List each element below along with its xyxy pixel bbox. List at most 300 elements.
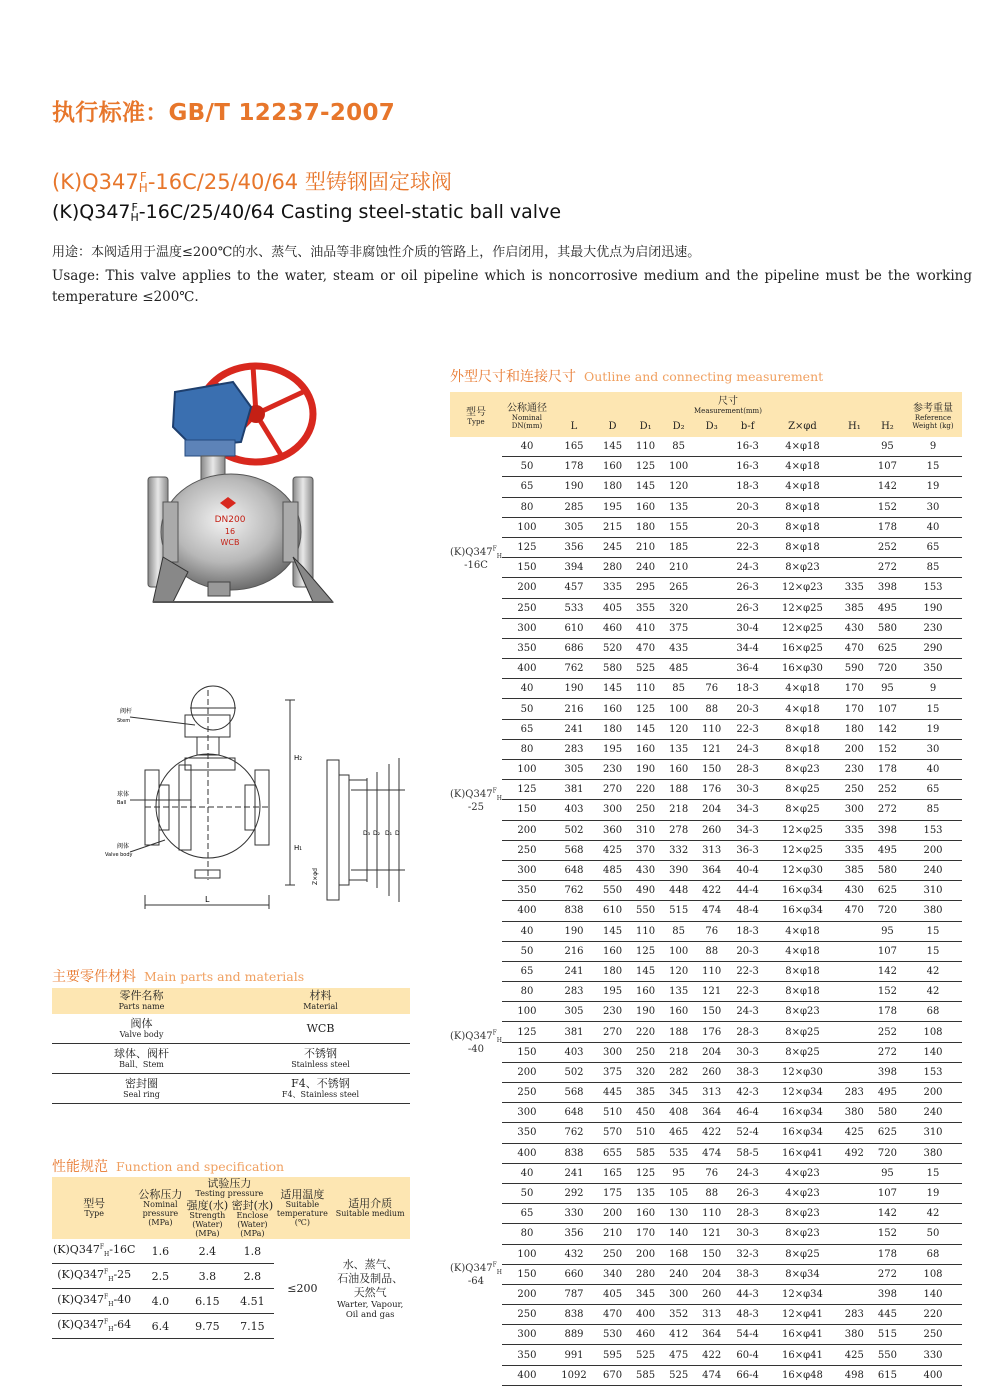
table-cell: 165 — [596, 1163, 629, 1183]
table-cell: 8×φ18 — [767, 719, 838, 739]
function-enclose: 7.15 — [230, 1314, 274, 1339]
table-cell: 190 — [552, 477, 596, 497]
table-cell: 24-3 — [728, 739, 767, 759]
table-cell: 8×φ18 — [767, 739, 838, 759]
table-cell — [695, 598, 728, 618]
table-cell: 142 — [871, 719, 904, 739]
table-cell: 65 — [502, 961, 552, 981]
table-cell: 280 — [629, 1264, 662, 1284]
valve-photo — [133, 352, 351, 614]
table-cell: 230 — [904, 618, 962, 638]
outline-section-title — [450, 366, 823, 386]
table-cell: 204 — [695, 1264, 728, 1284]
table-cell: 335 — [596, 578, 629, 598]
table-cell: 12×φ25 — [767, 820, 838, 840]
table-cell: 485 — [596, 860, 629, 880]
table-cell: 178 — [871, 1244, 904, 1264]
table-cell: 320 — [629, 1062, 662, 1082]
table-cell: 270 — [596, 1022, 629, 1042]
table-cell: 398 — [871, 578, 904, 598]
table-cell: 405 — [596, 598, 629, 618]
table-row — [52, 1074, 410, 1104]
table-cell: 125 — [502, 537, 552, 557]
table-cell: 80 — [502, 982, 552, 1002]
table-cell: 686 — [552, 638, 596, 658]
table-cell: 16×φ34 — [767, 881, 838, 901]
table-cell: 550 — [596, 881, 629, 901]
table-cell: 425 — [596, 840, 629, 860]
table-cell: 60-4 — [728, 1345, 767, 1365]
table-row — [450, 941, 962, 961]
table-cell: 204 — [695, 1042, 728, 1062]
table-cell: 95 — [871, 679, 904, 699]
table-cell: 381 — [552, 1022, 596, 1042]
table-row — [450, 961, 962, 981]
table-cell: 408 — [662, 1103, 695, 1123]
table-cell: 615 — [871, 1365, 904, 1385]
table-cell: 4×φ18 — [767, 699, 838, 719]
table-cell — [695, 437, 728, 457]
table-cell: 625 — [871, 1123, 904, 1143]
table-cell: 470 — [629, 638, 662, 658]
table-cell: 150 — [695, 1002, 728, 1022]
drawing-dim-h1: H₁ — [294, 844, 303, 852]
table-cell: 570 — [596, 1123, 629, 1143]
table-cell: 110 — [695, 1204, 728, 1224]
table-cell: 250 — [838, 780, 871, 800]
col-weight: 参考重量 Reference Weight (kg) — [904, 392, 962, 437]
table-cell: 218 — [662, 1042, 695, 1062]
table-cell: 12×φ34 — [767, 1083, 838, 1103]
table-cell: 42 — [904, 961, 962, 981]
table-row — [52, 1239, 410, 1264]
table-cell: 12×φ34 — [767, 1284, 838, 1304]
table-cell: 40 — [904, 517, 962, 537]
table-cell: 515 — [871, 1325, 904, 1345]
table-cell: 448 — [662, 881, 695, 901]
table-cell: 210 — [596, 1224, 629, 1244]
table-cell: 216 — [552, 699, 596, 719]
table-cell: 4×φ18 — [767, 437, 838, 457]
table-cell: 30 — [904, 497, 962, 517]
table-cell: 190 — [552, 679, 596, 699]
table-cell: 16×φ30 — [767, 659, 838, 679]
table-cell: 502 — [552, 1062, 596, 1082]
table-row — [450, 860, 962, 880]
materials-title-en: Main parts and materials — [144, 969, 305, 984]
table-row — [450, 1143, 962, 1163]
table-cell: 310 — [904, 881, 962, 901]
table-row — [450, 699, 962, 719]
table-cell: 180 — [629, 517, 662, 537]
table-cell: 160 — [596, 699, 629, 719]
table-cell: 245 — [596, 537, 629, 557]
table-row — [450, 517, 962, 537]
title-en-suffix-fh: F H — [130, 200, 139, 224]
table-cell: 24-3 — [728, 1002, 767, 1022]
table-cell: 176 — [695, 1022, 728, 1042]
table-cell: 260 — [695, 1284, 728, 1304]
table-cell — [695, 537, 728, 557]
table-cell — [838, 517, 871, 537]
table-cell: 66-4 — [728, 1365, 767, 1385]
table-row — [450, 921, 962, 941]
table-cell: 8×φ23 — [767, 558, 838, 578]
table-cell: 356 — [552, 537, 596, 557]
table-cell: 370 — [629, 840, 662, 860]
table-cell: 168 — [662, 1244, 695, 1264]
table-cell: 48-4 — [728, 901, 767, 921]
table-cell: 272 — [871, 558, 904, 578]
table-cell: 403 — [552, 1042, 596, 1062]
table-cell — [838, 477, 871, 497]
table-cell: 121 — [695, 982, 728, 1002]
col-dn: 公称通径 Nominal DN(mm) — [502, 392, 552, 437]
table-cell: 470 — [596, 1305, 629, 1325]
table-cell: 152 — [871, 982, 904, 1002]
table-cell: 153 — [904, 578, 962, 598]
table-cell: 241 — [552, 961, 596, 981]
table-cell: 412 — [662, 1325, 695, 1345]
table-cell: 19 — [904, 719, 962, 739]
table-cell: 95 — [871, 921, 904, 941]
table-cell: 250 — [502, 840, 552, 860]
table-cell: 340 — [596, 1264, 629, 1284]
table-cell: 364 — [695, 1103, 728, 1123]
title-cn-rest: -16C/25/40/64 型铸钢固定球阀 — [147, 170, 452, 194]
table-cell: 474 — [695, 1365, 728, 1385]
table-cell: 20-3 — [728, 497, 767, 517]
table-cell: 720 — [871, 1143, 904, 1163]
table-cell: 121 — [695, 1224, 728, 1244]
table-cell: 510 — [629, 1123, 662, 1143]
table-cell: 8×φ18 — [767, 497, 838, 517]
table-cell: 8×φ25 — [767, 800, 838, 820]
table-cell: 475 — [662, 1345, 695, 1365]
material-value: F4、不锈钢 F4、Stainless steel — [231, 1074, 410, 1104]
table-cell: 550 — [629, 901, 662, 921]
table-cell: 252 — [871, 780, 904, 800]
col-2: D₁ — [629, 415, 662, 437]
table-cell: 152 — [871, 1224, 904, 1244]
table-row — [450, 537, 962, 557]
table-cell: 26-3 — [728, 598, 767, 618]
table-cell: 9 — [904, 437, 962, 457]
table-cell: 68 — [904, 1002, 962, 1022]
table-cell: 180 — [596, 961, 629, 981]
photo-mark-dn: DN200 — [214, 515, 246, 525]
table-cell: 260 — [695, 820, 728, 840]
table-cell: 190 — [904, 598, 962, 618]
table-cell: 285 — [552, 497, 596, 517]
function-enclose: 1.8 — [230, 1239, 274, 1264]
table-cell: 160 — [629, 1204, 662, 1224]
materials-section-title — [52, 966, 304, 986]
table-cell: 313 — [695, 840, 728, 860]
table-cell: 145 — [629, 719, 662, 739]
function-type: $(K)Q347^F_H-40$ — [52, 1289, 136, 1314]
table-cell: 210 — [629, 537, 662, 557]
table-cell: 125 — [629, 1163, 662, 1183]
function-col-testing: 试验压力 Testing pressure — [184, 1177, 274, 1199]
table-cell: 76 — [695, 679, 728, 699]
table-cell: 200 — [502, 820, 552, 840]
table-cell — [838, 982, 871, 1002]
table-cell: 88 — [695, 941, 728, 961]
table-cell: 150 — [502, 1042, 552, 1062]
table-cell: 350 — [502, 638, 552, 658]
table-cell: 498 — [838, 1365, 871, 1385]
table-cell: 305 — [552, 517, 596, 537]
table-cell: 42 — [904, 982, 962, 1002]
table-row — [450, 1163, 962, 1183]
table-cell: 175 — [596, 1183, 629, 1203]
table-cell: 670 — [596, 1365, 629, 1385]
drawing-label-stem-cn: 阀杆 — [120, 708, 133, 715]
table-cell: 250 — [596, 1244, 629, 1264]
table-cell — [695, 477, 728, 497]
material-part: 球体、阀杆 Ball、Stem — [52, 1044, 231, 1074]
table-cell: 375 — [662, 618, 695, 638]
table-cell: 252 — [871, 1022, 904, 1042]
function-type: $(K)Q347^F_H-16C$ — [52, 1239, 136, 1264]
table-cell — [838, 437, 871, 457]
table-cell: 50 — [904, 1224, 962, 1244]
table-cell: 34-4 — [728, 638, 767, 658]
drawing-dim-h2: H₂ — [294, 754, 303, 762]
table-cell: 625 — [871, 881, 904, 901]
table-cell: 200 — [502, 1284, 552, 1304]
table-cell: 430 — [838, 881, 871, 901]
table-cell: 125 — [629, 941, 662, 961]
table-cell: 280 — [596, 558, 629, 578]
group-type: $(K)Q347^F_H$ -16C — [450, 545, 502, 571]
table-row — [450, 1002, 962, 1022]
table-cell: 142 — [871, 961, 904, 981]
table-cell — [838, 1022, 871, 1042]
table-cell: 105 — [662, 1183, 695, 1203]
table-cell: 335 — [838, 820, 871, 840]
table-cell — [838, 1042, 871, 1062]
table-cell: 283 — [552, 982, 596, 1002]
table-cell: 120 — [662, 477, 695, 497]
table-row — [52, 1014, 410, 1044]
table-cell: 400 — [502, 1143, 552, 1163]
table-cell: 380 — [904, 1143, 962, 1163]
col-7: H₁ — [838, 415, 871, 437]
table-cell: 502 — [552, 820, 596, 840]
table-cell: 88 — [695, 699, 728, 719]
table-cell: 272 — [871, 1264, 904, 1284]
table-cell: 50 — [502, 941, 552, 961]
table-cell: 100 — [502, 1002, 552, 1022]
table-cell: 403 — [552, 800, 596, 820]
function-col-enclose: 密封(水) Enclose (Water) (MPa) — [231, 1199, 274, 1238]
function-enclose: 2.8 — [230, 1264, 274, 1289]
table-row — [450, 1183, 962, 1203]
table-cell — [838, 1244, 871, 1264]
function-np: 1.6 — [136, 1239, 184, 1264]
table-cell: 30 — [904, 739, 962, 759]
table-cell: 625 — [871, 638, 904, 658]
table-row — [450, 618, 962, 638]
table-cell: 350 — [904, 659, 962, 679]
table-cell: 36-4 — [728, 659, 767, 679]
table-row — [450, 659, 962, 679]
table-cell: 356 — [552, 1224, 596, 1244]
function-col-strength: 强度(水) Strength (Water) (MPa) — [184, 1199, 230, 1239]
table-cell: 22-3 — [728, 719, 767, 739]
table-cell: 16×φ25 — [767, 638, 838, 658]
table-cell: 85 — [662, 921, 695, 941]
table-cell: 178 — [871, 1002, 904, 1022]
table-row — [450, 558, 962, 578]
table-cell: 16×φ34 — [767, 1123, 838, 1143]
table-cell: 1092 — [552, 1365, 596, 1385]
drawing-label-stem-en: Stem — [117, 718, 131, 724]
table-cell: 335 — [838, 840, 871, 860]
table-cell: 160 — [596, 941, 629, 961]
table-cell: 568 — [552, 1083, 596, 1103]
table-cell: 185 — [662, 537, 695, 557]
table-cell: 252 — [871, 537, 904, 557]
table-cell: 58-5 — [728, 1143, 767, 1163]
table-row — [450, 1083, 962, 1103]
table-cell: 160 — [629, 739, 662, 759]
table-cell: 34-3 — [728, 820, 767, 840]
table-cell: 305 — [552, 1002, 596, 1022]
table-cell: 300 — [502, 1325, 552, 1345]
table-cell: 352 — [662, 1305, 695, 1325]
table-cell: 385 — [838, 860, 871, 880]
function-title-cn: 性能规范 — [52, 1159, 108, 1175]
table-cell: 95 — [871, 1163, 904, 1183]
table-cell: 492 — [838, 1143, 871, 1163]
table-row — [450, 598, 962, 618]
table-cell: 15 — [904, 921, 962, 941]
table-cell: 30-3 — [728, 1224, 767, 1244]
table-cell: 410 — [629, 618, 662, 638]
table-cell: 425 — [838, 1345, 871, 1365]
table-cell: 240 — [662, 1264, 695, 1284]
outline-title-en: Outline and connecting measurement — [584, 369, 824, 384]
title-model: (K)Q347 — [52, 170, 139, 194]
table-cell: 400 — [502, 659, 552, 679]
table-cell: 283 — [838, 1083, 871, 1103]
table-row — [450, 578, 962, 598]
outline-title-cn: 外型尺寸和连接尺寸 — [450, 369, 576, 385]
table-cell: 495 — [871, 598, 904, 618]
table-cell: 230 — [596, 760, 629, 780]
function-section-title — [52, 1156, 284, 1176]
table-cell: 398 — [871, 1062, 904, 1082]
table-cell: 36-3 — [728, 840, 767, 860]
table-cell: 250 — [502, 598, 552, 618]
function-strength: 9.75 — [184, 1314, 230, 1339]
table-cell: 385 — [838, 598, 871, 618]
drawing-dim-d1: D₁ — [385, 830, 393, 837]
outline-table — [450, 392, 962, 1386]
function-col-temp: 适用温度 Suitable temperature (℃) — [274, 1177, 330, 1239]
col-0: L — [552, 415, 596, 437]
table-cell: 200 — [502, 1062, 552, 1082]
table-cell — [838, 1163, 871, 1183]
table-cell: 150 — [695, 1244, 728, 1264]
table-cell: 120 — [662, 961, 695, 981]
table-cell: 474 — [695, 1143, 728, 1163]
table-cell: 110 — [695, 719, 728, 739]
material-part: 阀体 Valve body — [52, 1014, 231, 1044]
table-cell: 180 — [596, 477, 629, 497]
function-col-nominal: 公称压力 Nominal pressure (MPa) — [136, 1177, 184, 1239]
table-cell: 474 — [695, 901, 728, 921]
table-cell: 160 — [662, 1002, 695, 1022]
table-cell: 32-3 — [728, 1244, 767, 1264]
table-cell: 40 — [904, 760, 962, 780]
table-cell: 520 — [596, 638, 629, 658]
table-cell: 160 — [662, 760, 695, 780]
table-cell: 80 — [502, 1224, 552, 1244]
table-cell: 400 — [502, 901, 552, 921]
table-cell: 107 — [871, 457, 904, 477]
materials-title-cn: 主要零件材料 — [52, 969, 136, 985]
table-row — [450, 437, 962, 457]
table-cell: 8×φ25 — [767, 1042, 838, 1062]
table-cell: 48-3 — [728, 1305, 767, 1325]
table-row — [450, 719, 962, 739]
material-value: 不锈钢 Stainless steel — [231, 1044, 410, 1074]
table-cell: 457 — [552, 578, 596, 598]
table-cell: 364 — [695, 1325, 728, 1345]
table-row — [450, 1244, 962, 1264]
drawing-dim-l: L — [205, 895, 210, 904]
table-cell: 300 — [662, 1284, 695, 1304]
table-cell: 240 — [629, 558, 662, 578]
table-cell: 125 — [629, 457, 662, 477]
table-cell: 250 — [502, 1305, 552, 1325]
materials-col-material: 材料 Material — [231, 988, 410, 1014]
table-cell: 100 — [662, 699, 695, 719]
table-cell: 525 — [662, 1365, 695, 1385]
function-strength: 3.8 — [184, 1264, 230, 1289]
table-cell: 20-3 — [728, 699, 767, 719]
table-cell: 332 — [662, 840, 695, 860]
table-cell — [695, 497, 728, 517]
table-cell: 525 — [629, 1345, 662, 1365]
table-cell: 435 — [662, 638, 695, 658]
table-cell: 8×φ18 — [767, 537, 838, 557]
table-cell: 30-3 — [728, 1042, 767, 1062]
table-cell: 283 — [838, 1305, 871, 1325]
table-cell: 230 — [596, 1002, 629, 1022]
table-cell: 145 — [596, 437, 629, 457]
photo-mark-pn: 16 — [224, 527, 236, 536]
title-suffix-fh: F H — [138, 170, 148, 195]
table-cell: 178 — [871, 517, 904, 537]
table-cell: 535 — [662, 1143, 695, 1163]
function-enclose: 4.51 — [230, 1289, 274, 1314]
table-cell: 145 — [629, 961, 662, 981]
table-row — [52, 1044, 410, 1074]
table-cell: 150 — [502, 558, 552, 578]
table-cell: 145 — [596, 921, 629, 941]
table-cell: 40 — [502, 679, 552, 699]
table-row — [450, 901, 962, 921]
table-cell: 210 — [662, 558, 695, 578]
table-cell: 100 — [502, 1244, 552, 1264]
table-cell: 530 — [596, 1325, 629, 1345]
table-row — [450, 1123, 962, 1143]
